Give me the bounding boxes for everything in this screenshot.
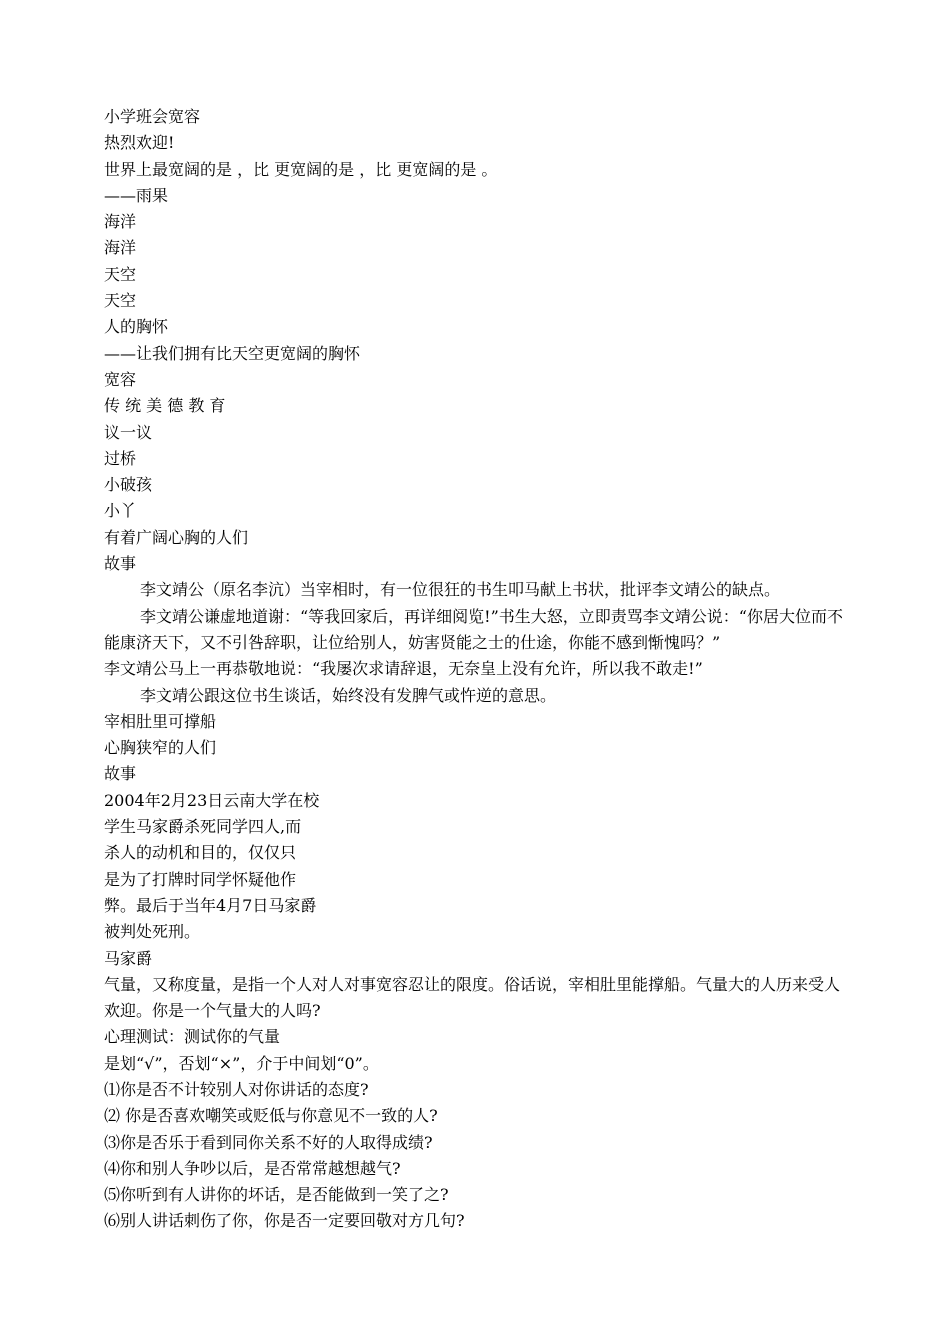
welcome-text: 热烈欢迎! bbox=[104, 133, 175, 153]
text-line: 杀人的动机和目的，仅仅只 bbox=[104, 843, 297, 863]
section-heading: 故事 bbox=[104, 764, 137, 784]
story-paragraph: 李文靖公跟这位书生谈话，始终没有发脾气或忤逆的意思。 bbox=[140, 685, 557, 705]
quote-author: ——雨果 bbox=[104, 185, 169, 205]
answer-line: 天空 bbox=[104, 264, 137, 284]
answer-line: 天空 bbox=[104, 291, 137, 311]
text-line: 2004年2月23日云南大学在校 bbox=[104, 790, 320, 810]
section-heading: 心胸狭窄的人们 bbox=[104, 738, 217, 758]
test-heading: 心理测试：测试你的气量 bbox=[104, 1027, 281, 1047]
text-line: 是为了打牌时同学怀疑他作 bbox=[104, 869, 297, 889]
document-title: 小学班会宽容 bbox=[104, 107, 201, 126]
section-heading: 宽容 bbox=[104, 369, 137, 389]
test-question: ⑴你是否不计较别人对你讲话的态度? bbox=[104, 1079, 369, 1099]
answer-line: 人的胸怀 bbox=[104, 317, 169, 337]
test-question: ⑶你是否乐于看到同你关系不好的人取得成绩? bbox=[104, 1132, 433, 1152]
text-line: 小破孩 bbox=[104, 475, 153, 495]
text-line: 学生马家爵杀死同学四人,而 bbox=[104, 817, 302, 837]
section-heading: 传 统 美 德 教 育 bbox=[104, 396, 226, 416]
answer-line: 海洋 bbox=[104, 238, 137, 258]
test-instructions: 是划“√”，否划“×”，介于中间划“0”。 bbox=[104, 1053, 379, 1073]
qiliang-paragraph: 气量，又称度量，是指一个人对人对事宽容忍让的限度。俗话说，宰相肚里能撑船。气量大的人历来受人欢迎。你是一个气量大的人吗? bbox=[104, 974, 841, 1021]
test-question: ⑸你听到有人讲你的坏话，是否能做到一笑了之? bbox=[104, 1185, 449, 1205]
test-question: ⑵ 你是否喜欢嘲笑或贬低与你意见不一致的人? bbox=[104, 1106, 438, 1126]
section-heading: 有着广阔心胸的人们 bbox=[104, 527, 249, 547]
quote-line: 世界上最宽阔的是 ，比 更宽阔的是 ，比 更宽阔的是 。 bbox=[104, 159, 498, 179]
section-heading: 议一议 bbox=[104, 422, 153, 442]
text-line: 过桥 bbox=[104, 448, 137, 468]
story-paragraph: 李文靖公马上一再恭敬地说：“我屡次求请辞退，无奈皇上没有允许，所以我不敢走!” bbox=[104, 659, 703, 679]
story-paragraph: 李文靖公（原名李沆）当宰相时，有一位很狂的书生叩马献上书状，批评李文靖公的缺点。 bbox=[140, 580, 781, 600]
text-line: 弊。最后于当年4月7日马家爵 bbox=[104, 895, 317, 915]
test-question: ⑷你和别人争吵以后，是否常常越想越气? bbox=[104, 1158, 401, 1178]
document-page bbox=[104, 104, 864, 1235]
text-line: 马家爵 bbox=[104, 948, 153, 968]
section-heading: 宰相肚里可撑船 bbox=[104, 711, 217, 731]
answer-line: 海洋 bbox=[104, 212, 137, 232]
text-line: 小丫 bbox=[104, 501, 137, 521]
test-question: ⑹别人讲话刺伤了你，你是否一定要回敬对方几句? bbox=[104, 1211, 465, 1231]
section-heading: 故事 bbox=[104, 554, 137, 574]
subtitle-line: ——让我们拥有比天空更宽阔的胸怀 bbox=[104, 343, 361, 363]
text-line: 被判处死刑。 bbox=[104, 922, 201, 942]
story-paragraph: 李文靖公谦虚地道谢：“等我回家后，再详细阅览!”书生大怒，立即责骂李文靖公说：“你居大位而不能康济天下，又不引咎辞职，让位给别人，妨害贤能之士的仕途，你能不感到惭愧吗？” bbox=[104, 606, 843, 652]
